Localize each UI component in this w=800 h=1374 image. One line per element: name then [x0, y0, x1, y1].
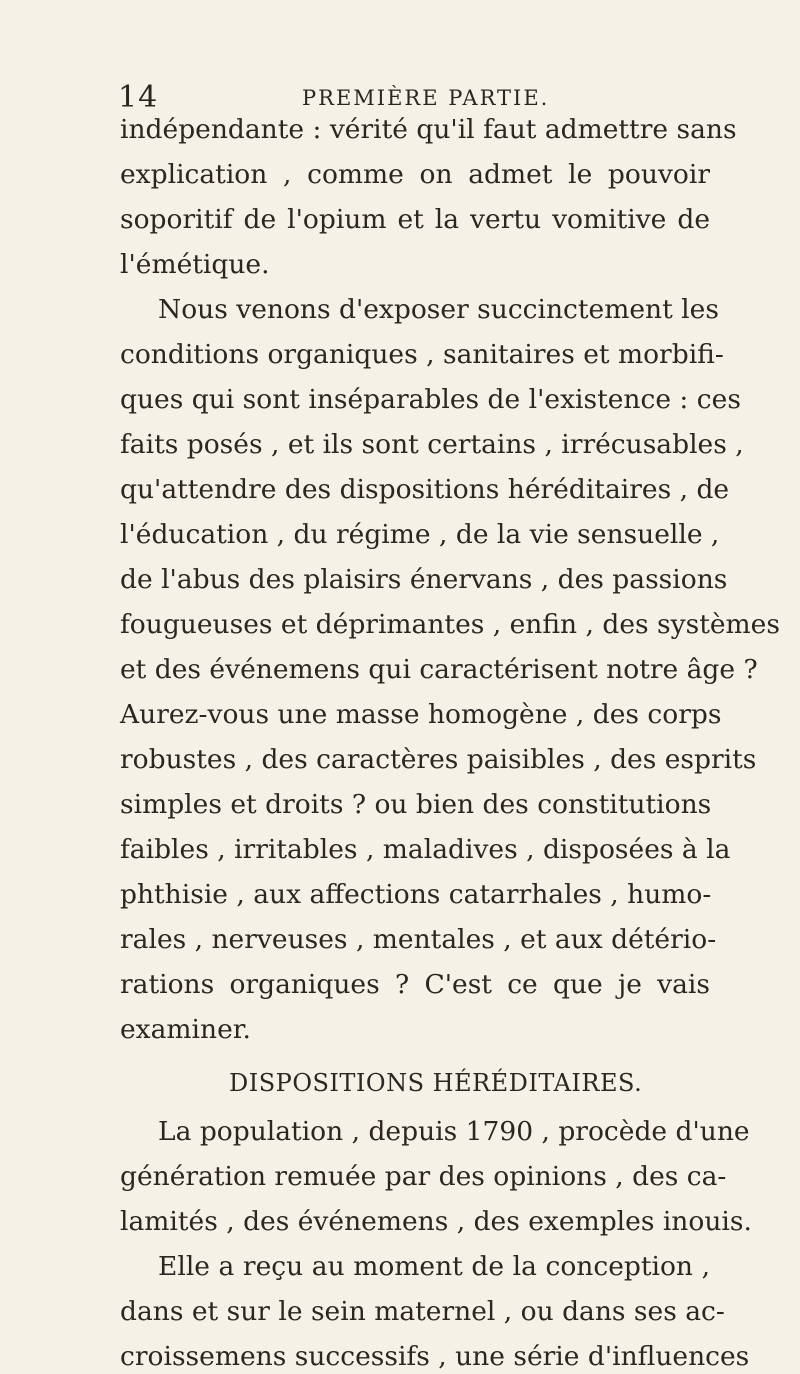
text-line: phthisie , aux affections catarrhales , humo-	[120, 879, 712, 910]
paragraph-start-line: Elle a reçu au moment de la conception ,	[158, 1251, 710, 1282]
text-line: dans et sur le sein maternel , ou dans ses ac-	[120, 1296, 725, 1327]
text-line: conditions organiques , sanitaires et morbifi-	[120, 339, 724, 370]
text-line: et des événemens qui caractérisent notre âge ?	[120, 654, 758, 685]
paragraph-start-line: Nous venons d'exposer succinctement les	[158, 294, 719, 325]
text-line: indépendante : vérité qu'il faut admettre sans	[120, 114, 737, 145]
text-line: soporitif de l'opium et la vertu vomitive de	[120, 204, 710, 235]
text-line: explication , comme on admet le pouvoir	[120, 159, 710, 190]
text-line: ques qui sont inséparables de l'existence : ces	[120, 384, 741, 415]
running-title: PREMIÈRE PARTIE.	[302, 86, 550, 110]
text-line: faits posés , et ils sont certains , irrécusables ,	[120, 429, 744, 460]
text-line: Aurez-vous une masse homogène , des corps	[120, 699, 722, 730]
text-line: robustes , des caractères paisibles , des esprits	[120, 744, 757, 775]
text-line: fougueuses et déprimantes , enfin , des systèmes	[120, 609, 780, 640]
text-line: faibles , irritables , maladives , disposées à la	[120, 834, 731, 865]
text-line: l'émétique.	[120, 249, 270, 280]
text-line: de l'abus des plaisirs énervans , des passions	[120, 564, 728, 595]
section-heading: DISPOSITIONS HÉRÉDITAIRES.	[229, 1069, 643, 1097]
text-line: rations organiques ? C'est ce que je vais	[120, 969, 710, 1000]
paragraph-start-line: La population , depuis 1790 , procède d'une	[158, 1116, 750, 1147]
text-line: examiner.	[120, 1014, 251, 1045]
text-line: rales , nerveuses , mentales , et aux détério-	[120, 924, 717, 955]
text-line: qu'attendre des dispositions héréditaires , de	[120, 474, 730, 505]
text-line: croissemens successifs , une série d'influences	[120, 1341, 750, 1372]
text-line: lamités , des événemens , des exemples inouis.	[120, 1206, 752, 1237]
page-number: 14	[118, 80, 159, 115]
text-line: l'éducation , du régime , de la vie sensuelle ,	[120, 519, 720, 550]
text-line: simples et droits ? ou bien des constitutions	[120, 789, 712, 820]
text-line: génération remuée par des opinions , des ca-	[120, 1161, 727, 1192]
